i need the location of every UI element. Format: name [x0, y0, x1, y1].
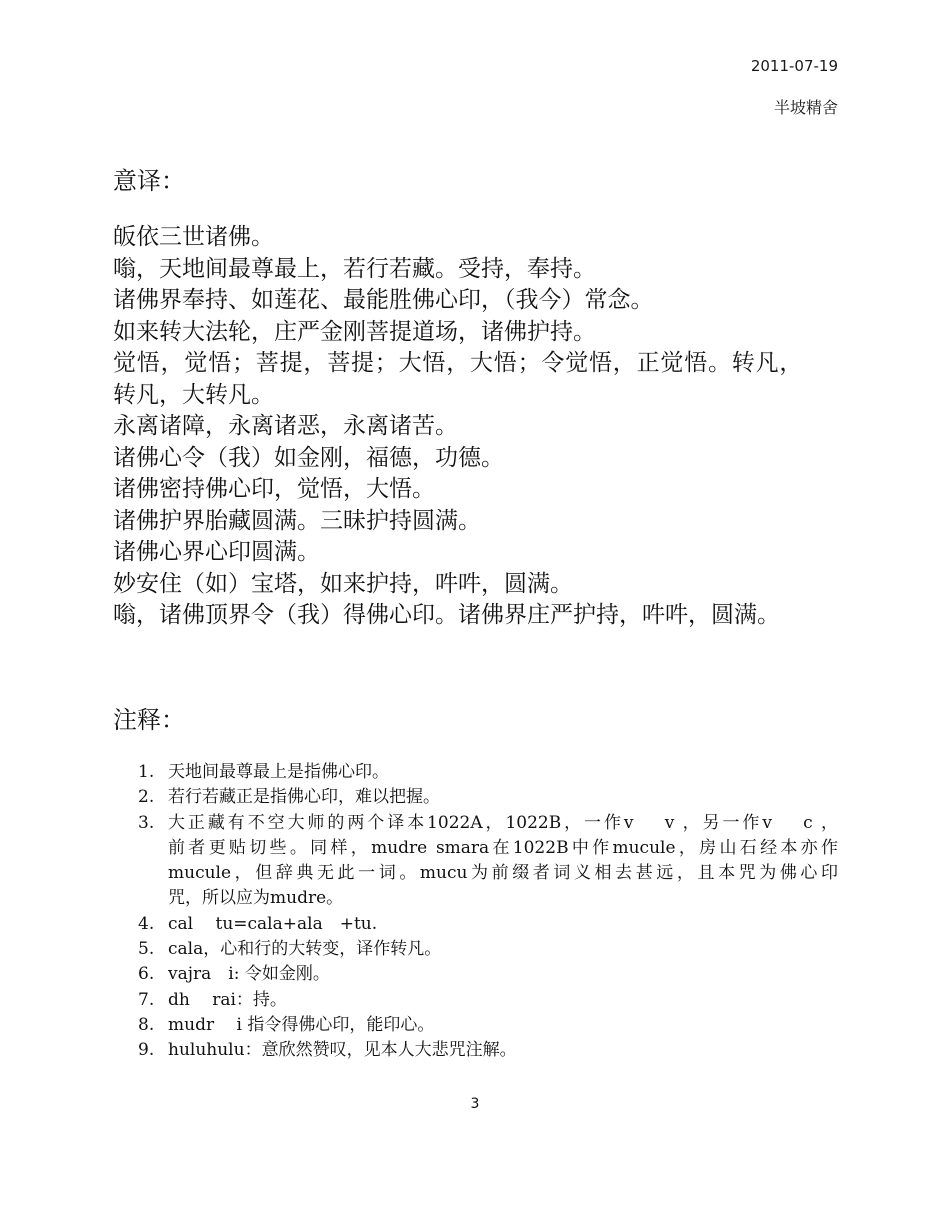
- header-date: 2011-07-19: [750, 57, 838, 75]
- note-item: [138, 937, 838, 962]
- note-line: 咒，所以应为mudre。: [168, 888, 344, 909]
- note-line: mucule，但辞典无此一词。mucu为前缀者词义相去甚远，且本咒为佛心印: [168, 863, 838, 884]
- note-text: [168, 912, 838, 937]
- translation-line: 诸佛密持佛心印，觉悟，大悟。: [113, 476, 435, 502]
- translation-line: 嗡，天地间最尊最上，若行若藏。受持，奉持。: [113, 255, 596, 282]
- note-item: [138, 811, 838, 912]
- translation-line: 皈依三世诸佛。: [113, 224, 274, 250]
- notes-heading: 注释：: [113, 706, 185, 734]
- note-line: cala，心和行的大转变，译作转凡。: [168, 939, 442, 960]
- note-number: 4.: [138, 913, 155, 934]
- note-text: [168, 988, 838, 1013]
- note-item: [138, 912, 838, 937]
- note-number: 8.: [138, 1014, 155, 1035]
- translation-line: 永离诸障，永离诸恶，永离诸苦。: [113, 413, 458, 439]
- note-number: 2.: [138, 787, 155, 808]
- note-item: [138, 1038, 838, 1063]
- note-item: [138, 962, 838, 987]
- note-line: mudr i 指令得佛心印，能印心。: [168, 1014, 435, 1035]
- translation-line: 诸佛心界心印圆满。: [113, 539, 320, 565]
- note-number: 5.: [138, 939, 155, 960]
- note-item: [138, 785, 838, 810]
- note-number: 9.: [138, 1040, 155, 1061]
- note-text: [168, 1038, 838, 1063]
- note-text: [168, 962, 838, 987]
- note-line: 天地间最尊最上是指佛心印。: [168, 762, 389, 782]
- note-line: 若行若藏正是指佛心印，难以把握。: [168, 787, 440, 808]
- translation-text: [113, 222, 833, 632]
- translation-line: 嗡，诸佛顶界令（我）得佛心印。诸佛界庄严护持，吽吽，圆满。: [113, 602, 780, 628]
- note-line: huluhulu：意欣然赞叹，见本人大悲咒注解。: [168, 1040, 517, 1061]
- note-text: [168, 811, 838, 912]
- translation-line: 转凡，大转凡。: [113, 381, 274, 408]
- notes-list: [138, 760, 838, 1064]
- translation-line: 诸佛心令（我）如金刚，福德，功德。: [113, 444, 504, 471]
- note-number: 3.: [138, 812, 155, 833]
- note-item: [138, 760, 838, 785]
- page-number: 3: [470, 1096, 480, 1112]
- note-line: cal tu=cala+ala +tu.: [168, 913, 378, 934]
- note-line: vajra i: 令如金刚。: [168, 964, 330, 985]
- note-line: dh rai：持。: [168, 989, 287, 1010]
- note-text: [168, 760, 838, 785]
- note-text: [168, 785, 838, 810]
- note-text: [168, 937, 838, 962]
- translation-line: 妙安住（如）宝塔，如来护持，吽吽，圆满。: [113, 570, 573, 597]
- note-text: [168, 1013, 838, 1038]
- note-number: 7.: [138, 989, 155, 1010]
- note-number: 1.: [138, 762, 155, 782]
- translation-line: 觉悟，觉悟；菩提，菩提；大悟，大悟；令觉悟，正觉悟。转凡，: [113, 350, 804, 376]
- translation-line: 诸佛护界胎藏圆满。三昧护持圆满。: [113, 507, 481, 534]
- translation-line: 如来转大法轮，庄严金刚菩提道场，诸佛护持。: [113, 318, 596, 345]
- note-item: [138, 1013, 838, 1038]
- note-number: 6.: [138, 964, 155, 985]
- note-line: 大正藏有不空大师的两个译本1022A，1022B，一作v v ，另一作v c ，: [168, 812, 838, 833]
- translation-line: 诸佛界奉持、如莲花、最能胜佛心印，（我今）常念。: [113, 287, 654, 313]
- note-line: 前者更贴切些。同样，mudre smara在1022B中作mucule，房山石经本亦作: [168, 837, 838, 858]
- note-item: [138, 988, 838, 1013]
- translation-heading: 意译：: [113, 167, 185, 195]
- header-organization: 半坡精舍: [773, 98, 838, 117]
